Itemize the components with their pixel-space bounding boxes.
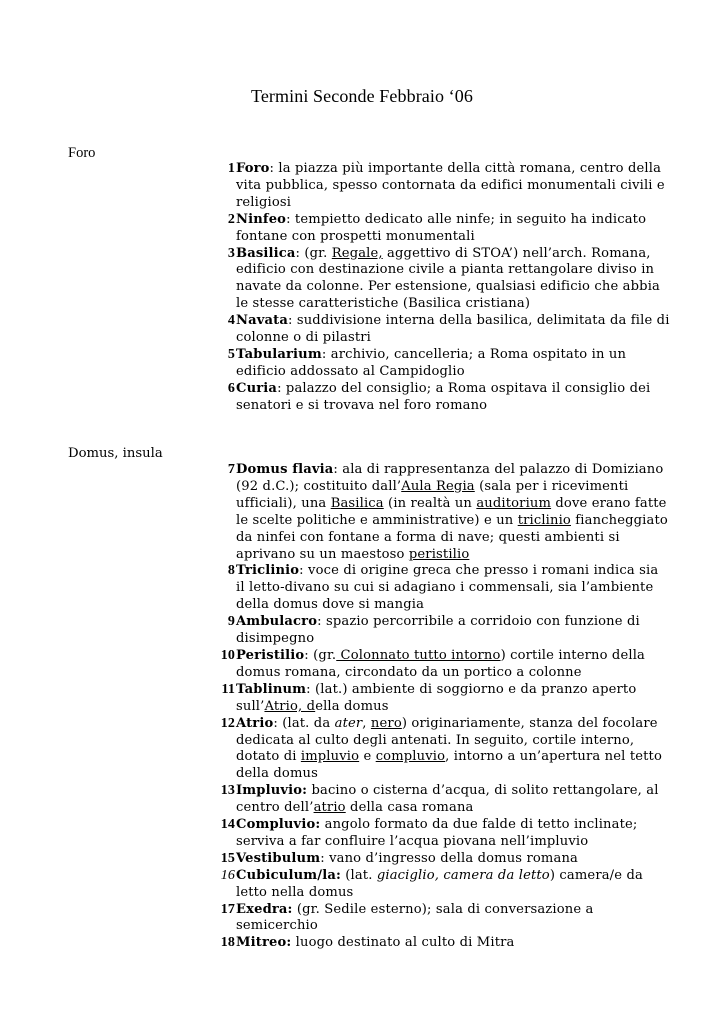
definition-text: : la piazza più importante della città romana, centro della vita pubblica, spesso contornata da edifici monumentali civili e religiosi: [236, 161, 665, 210]
term-headword: Tabularium: [236, 346, 322, 362]
term-list-domus: [200, 462, 670, 952]
term-number: 11: [221, 681, 235, 697]
term-headword: Curia: [236, 380, 278, 396]
term-headword: Foro: [236, 161, 270, 176]
term-headword: Ambulacro: [236, 614, 318, 630]
underlined-text: Basilica: [330, 495, 384, 511]
definition-text: ) originariamente, stanza del focolare dedicata al culto degli antenati. In seguito, cortile interno, dotato di: [236, 715, 658, 765]
term-entry: [200, 783, 670, 817]
term-number: 15: [220, 850, 235, 866]
term-entry: [200, 868, 670, 902]
term-headword: Vestibulum: [236, 850, 321, 866]
term-number: 16: [220, 867, 235, 883]
term-definition: [236, 614, 670, 648]
term-headword: Atrio: [236, 715, 274, 731]
term-entry: [200, 648, 670, 682]
term-headword: Navata: [236, 313, 288, 329]
term-headword: Tablinum: [236, 681, 307, 697]
definition-text: (lat.: [340, 867, 377, 883]
definition-text: : (gr.: [295, 245, 332, 261]
term-number: 14: [220, 817, 235, 833]
underlined-text: Colonnato tutto intorno: [336, 647, 501, 663]
definition-text: e: [359, 749, 376, 765]
term-definition: [236, 161, 670, 212]
page-title: Termini Seconde Febbraio ‘06: [251, 86, 473, 106]
term-number: 1: [227, 161, 235, 176]
definition-text: (gr. Sedile esterno); sala di conversazione a semicerchio: [236, 901, 594, 934]
definition-text: giaciglio, camera da letto: [376, 867, 550, 883]
section-label-foro: Foro: [68, 145, 96, 161]
term-number: 18: [220, 935, 235, 951]
term-definition: [236, 648, 670, 682]
definition-text: : tempietto dedicato alle ninfe; in seguito ha indicato fontane con prospetti monumentali: [236, 211, 647, 244]
term-entry: [200, 347, 670, 381]
underlined-text: nero: [370, 715, 402, 731]
underlined-text: Atrio, d: [264, 698, 316, 714]
definition-text: : suddivisione interna della basilica, delimitata da file di colonne o di pilastri: [236, 313, 670, 346]
term-definition: [236, 902, 670, 936]
term-entry: [200, 902, 670, 936]
definition-text: : (lat. da: [273, 715, 335, 731]
definition-text: aggettivo di STOA’) nell’arch. Romana, edificio con destinazione civile a pianta rettangolare diviso in navate da colonne. Per estensione, qualsiasi edificio che abbia le stesse caratteristiche (Basilica cristiana): [236, 245, 660, 312]
term-number: 3: [227, 245, 235, 261]
term-definition: [236, 313, 670, 347]
term-entry: [200, 563, 670, 614]
term-definition: [236, 783, 670, 817]
definition-text: : voce di origine greca che presso i romani indica sia il letto-divano su cui si adagiano i commensali, sia l’ambiente della domus dove si mangia: [236, 563, 659, 613]
term-definition: [236, 246, 670, 314]
definition-text: : vano d’ingresso della domus romana: [320, 850, 578, 866]
underlined-text: auditorium: [476, 495, 552, 511]
definition-text: fiancheggiato da ninfei con fontane a forma di nave; questi ambienti si aprivano su un maestoso: [236, 512, 668, 562]
term-list-foro: [200, 161, 670, 415]
underlined-text: Regale,: [331, 245, 383, 261]
definition-text: ) cortile interno della domus romana, circondato da un portico a colonne: [236, 647, 645, 680]
term-entry: [200, 161, 670, 212]
term-definition: [236, 462, 670, 563]
term-entry: [200, 381, 670, 415]
term-definition: [236, 212, 670, 246]
term-entry: [200, 716, 670, 784]
term-headword: Ninfeo: [236, 211, 287, 227]
term-number: 7: [227, 462, 235, 477]
term-number: 9: [227, 614, 235, 630]
term-definition: [236, 347, 670, 381]
term-headword: Domus flavia: [236, 462, 334, 477]
term-number: 5: [227, 346, 235, 362]
term-number: 8: [227, 563, 235, 579]
term-number: 2: [227, 211, 235, 227]
term-headword: Impluvio:: [236, 783, 308, 799]
term-headword: Exedra:: [236, 901, 293, 917]
term-definition: [236, 935, 670, 952]
term-number: 12: [220, 715, 235, 731]
term-entry: [200, 682, 670, 716]
term-entry: [200, 462, 670, 563]
term-headword: Peristilio: [236, 647, 305, 663]
definition-text: della casa romana: [345, 800, 474, 816]
definition-text: ) camera/e da letto nella domus: [236, 867, 643, 900]
definition-text: dove erano fatte le scelte politiche e amministrative) e un: [236, 495, 667, 528]
definition-text: ,: [362, 715, 371, 731]
term-definition: [236, 817, 670, 851]
term-entry: [200, 935, 670, 952]
definition-text: bacino o cisterna d’acqua, di solito rettangolare, al centro dell’: [236, 783, 659, 816]
term-entry: [200, 851, 670, 868]
term-headword: Cubiculum/la:: [236, 867, 341, 883]
definition-text: , intorno a un’apertura nel tetto della domus: [236, 749, 662, 782]
underlined-text: Aula Regia: [401, 478, 475, 494]
underlined-text: compluvio: [375, 749, 446, 765]
definition-text: luogo destinato al culto di Mitra: [291, 935, 515, 951]
definition-text: : (gr.: [304, 647, 337, 663]
definition-text: : archivio, cancelleria; a Roma ospitato in un edificio addossato al Campidoglio: [236, 346, 627, 379]
term-definition: [236, 381, 670, 415]
definition-text: ella domus: [315, 698, 389, 714]
term-number: 13: [220, 783, 235, 799]
definition-text: angolo formato da due falde di tetto inclinate; serviva a far confluire l’acqua piovana nell’impluvio: [236, 817, 638, 849]
term-definition: [236, 682, 670, 716]
definition-text: : palazzo del consiglio; a Roma ospitava il consiglio dei senatori e si trovava nel foro romano: [236, 380, 651, 413]
term-entry: [200, 614, 670, 648]
definition-text: : ala di rappresentanza del palazzo di Domiziano (92 d.C.); costituito dall’: [236, 462, 664, 494]
term-definition: [236, 868, 670, 902]
definition-text: : spazio percorribile a corridoio con funzione di disimpegno: [236, 614, 640, 647]
term-entry: [200, 246, 670, 314]
term-headword: Basilica: [236, 245, 296, 261]
definition-text: : (lat.) ambiente di soggiorno e da pranzo aperto sull’: [236, 681, 637, 714]
term-definition: [236, 716, 670, 784]
term-definition: [236, 563, 670, 614]
term-headword: Compluvio:: [236, 817, 321, 833]
term-entry: [200, 212, 670, 246]
definition-text: (in realtà un: [383, 495, 477, 511]
term-headword: Triclinio: [236, 563, 300, 579]
term-headword: Mitreo:: [236, 935, 292, 951]
underlined-text: impluvio: [300, 749, 360, 765]
term-entry: [200, 313, 670, 347]
term-number: 17: [220, 901, 235, 917]
term-number: 10: [220, 647, 235, 663]
section-label-domus: Domus, insula: [68, 446, 163, 461]
term-number: 4: [227, 313, 235, 329]
term-entry: [200, 817, 670, 851]
term-definition: [236, 851, 670, 868]
definition-text: (sala per i ricevimenti ufficiali), una: [236, 478, 629, 511]
term-number: 6: [227, 380, 235, 396]
underlined-text: peristilio: [408, 546, 470, 562]
underlined-text: atrio: [313, 800, 346, 816]
definition-text: ater: [334, 715, 363, 731]
underlined-text: triclinio: [517, 512, 571, 528]
